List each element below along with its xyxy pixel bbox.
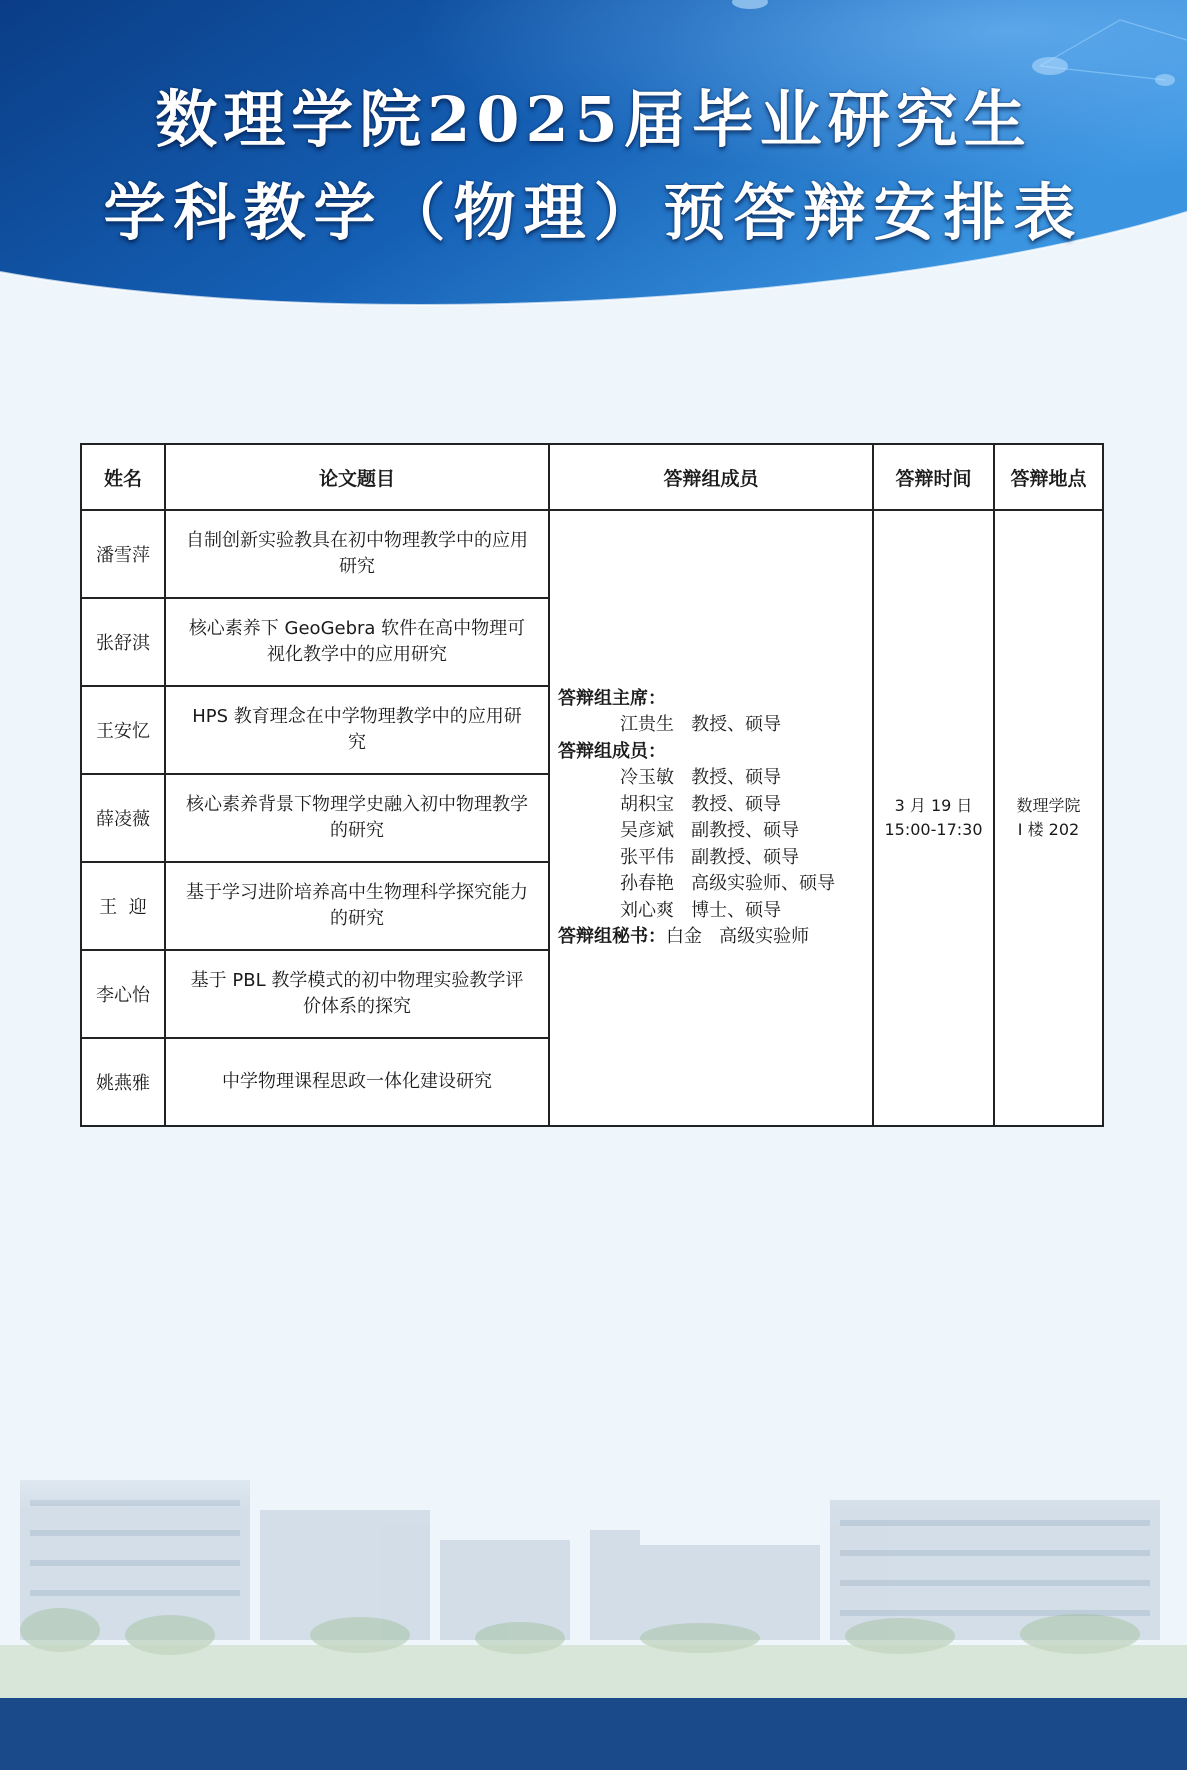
thesis-title: 基于 PBL 教学模式的初中物理实验教学评价体系的探究 (165, 950, 549, 1038)
student-name: 姚燕雅 (81, 1038, 165, 1126)
column-header-thesis-title: 论文题目 (165, 444, 549, 510)
defense-place-line2: I 楼 202 (1017, 820, 1080, 839)
banner-background (0, 0, 1187, 320)
committee-member: 吴彦斌 副教授、硕导 (620, 820, 800, 841)
column-header-time: 答辩时间 (873, 444, 994, 510)
title-line-2: 学科教学（物理）预答辩安排表 (103, 176, 1084, 249)
column-header-place: 答辩地点 (994, 444, 1103, 510)
defense-place-line1: 数理学院 (1016, 796, 1081, 815)
committee-member: 刘心爽 博士、硕导 (620, 899, 782, 921)
thesis-title: HPS 教育理念在中学物理教学中的应用研究 (165, 686, 549, 774)
student-name: 张舒淇 (81, 598, 165, 686)
thesis-title: 核心素养背景下物理学史融入初中物理教学的研究 (165, 774, 549, 862)
defense-hours: 15:00-17:30 (884, 820, 983, 839)
student-name: 李心怡 (81, 950, 165, 1038)
header-banner (0, 0, 1187, 320)
student-name: 王安忆 (81, 686, 165, 774)
secretary-line (558, 924, 864, 951)
table-row (81, 510, 1103, 598)
thesis-title: 自制创新实验教具在初中物理教学中的应用研究 (165, 510, 549, 598)
student-name: 王 迎 (81, 862, 165, 950)
student-name: 薛凌薇 (81, 774, 165, 862)
defense-time-cell (873, 510, 994, 1126)
title-line-1: 数理学院2025届毕业研究生 (155, 83, 1032, 156)
secretary-label: 答辩组秘书： (558, 926, 666, 947)
thesis-title: 基于学习进阶培养高中生物理科学探究能力的研究 (165, 862, 549, 950)
column-header-committee: 答辩组成员 (549, 444, 873, 510)
chair-member: 江贵生 教授、硕导 (620, 714, 782, 735)
campus-background-illustration (0, 1440, 1187, 1700)
members-label: 答辩组成员： (558, 740, 666, 762)
footer-bar (0, 1698, 1187, 1770)
defense-place-cell (994, 510, 1103, 1126)
committee-member: 胡积宝 教授、硕导 (620, 793, 782, 815)
chair-label: 答辩组主席： (558, 687, 666, 709)
committee-cell (549, 510, 873, 1126)
committee-member: 孙春艳 高级实验师、硕导 (620, 873, 836, 894)
student-name: 潘雪萍 (81, 510, 165, 598)
defense-schedule-table (80, 443, 1104, 1127)
committee-member: 冷玉敏 教授、硕导 (620, 767, 782, 788)
thesis-title: 核心素养下 GeoGebra 软件在高中物理可视化教学中的应用研究 (165, 598, 549, 686)
secretary-member: 白金 高级实验师 (666, 926, 810, 947)
column-header-name: 姓名 (81, 444, 165, 510)
committee-member: 张平伟 副教授、硕导 (620, 846, 800, 868)
defense-date: 3 月 19 日 (894, 796, 973, 815)
thesis-title: 中学物理课程思政一体化建设研究 (165, 1038, 549, 1126)
table-header-row (81, 444, 1103, 510)
